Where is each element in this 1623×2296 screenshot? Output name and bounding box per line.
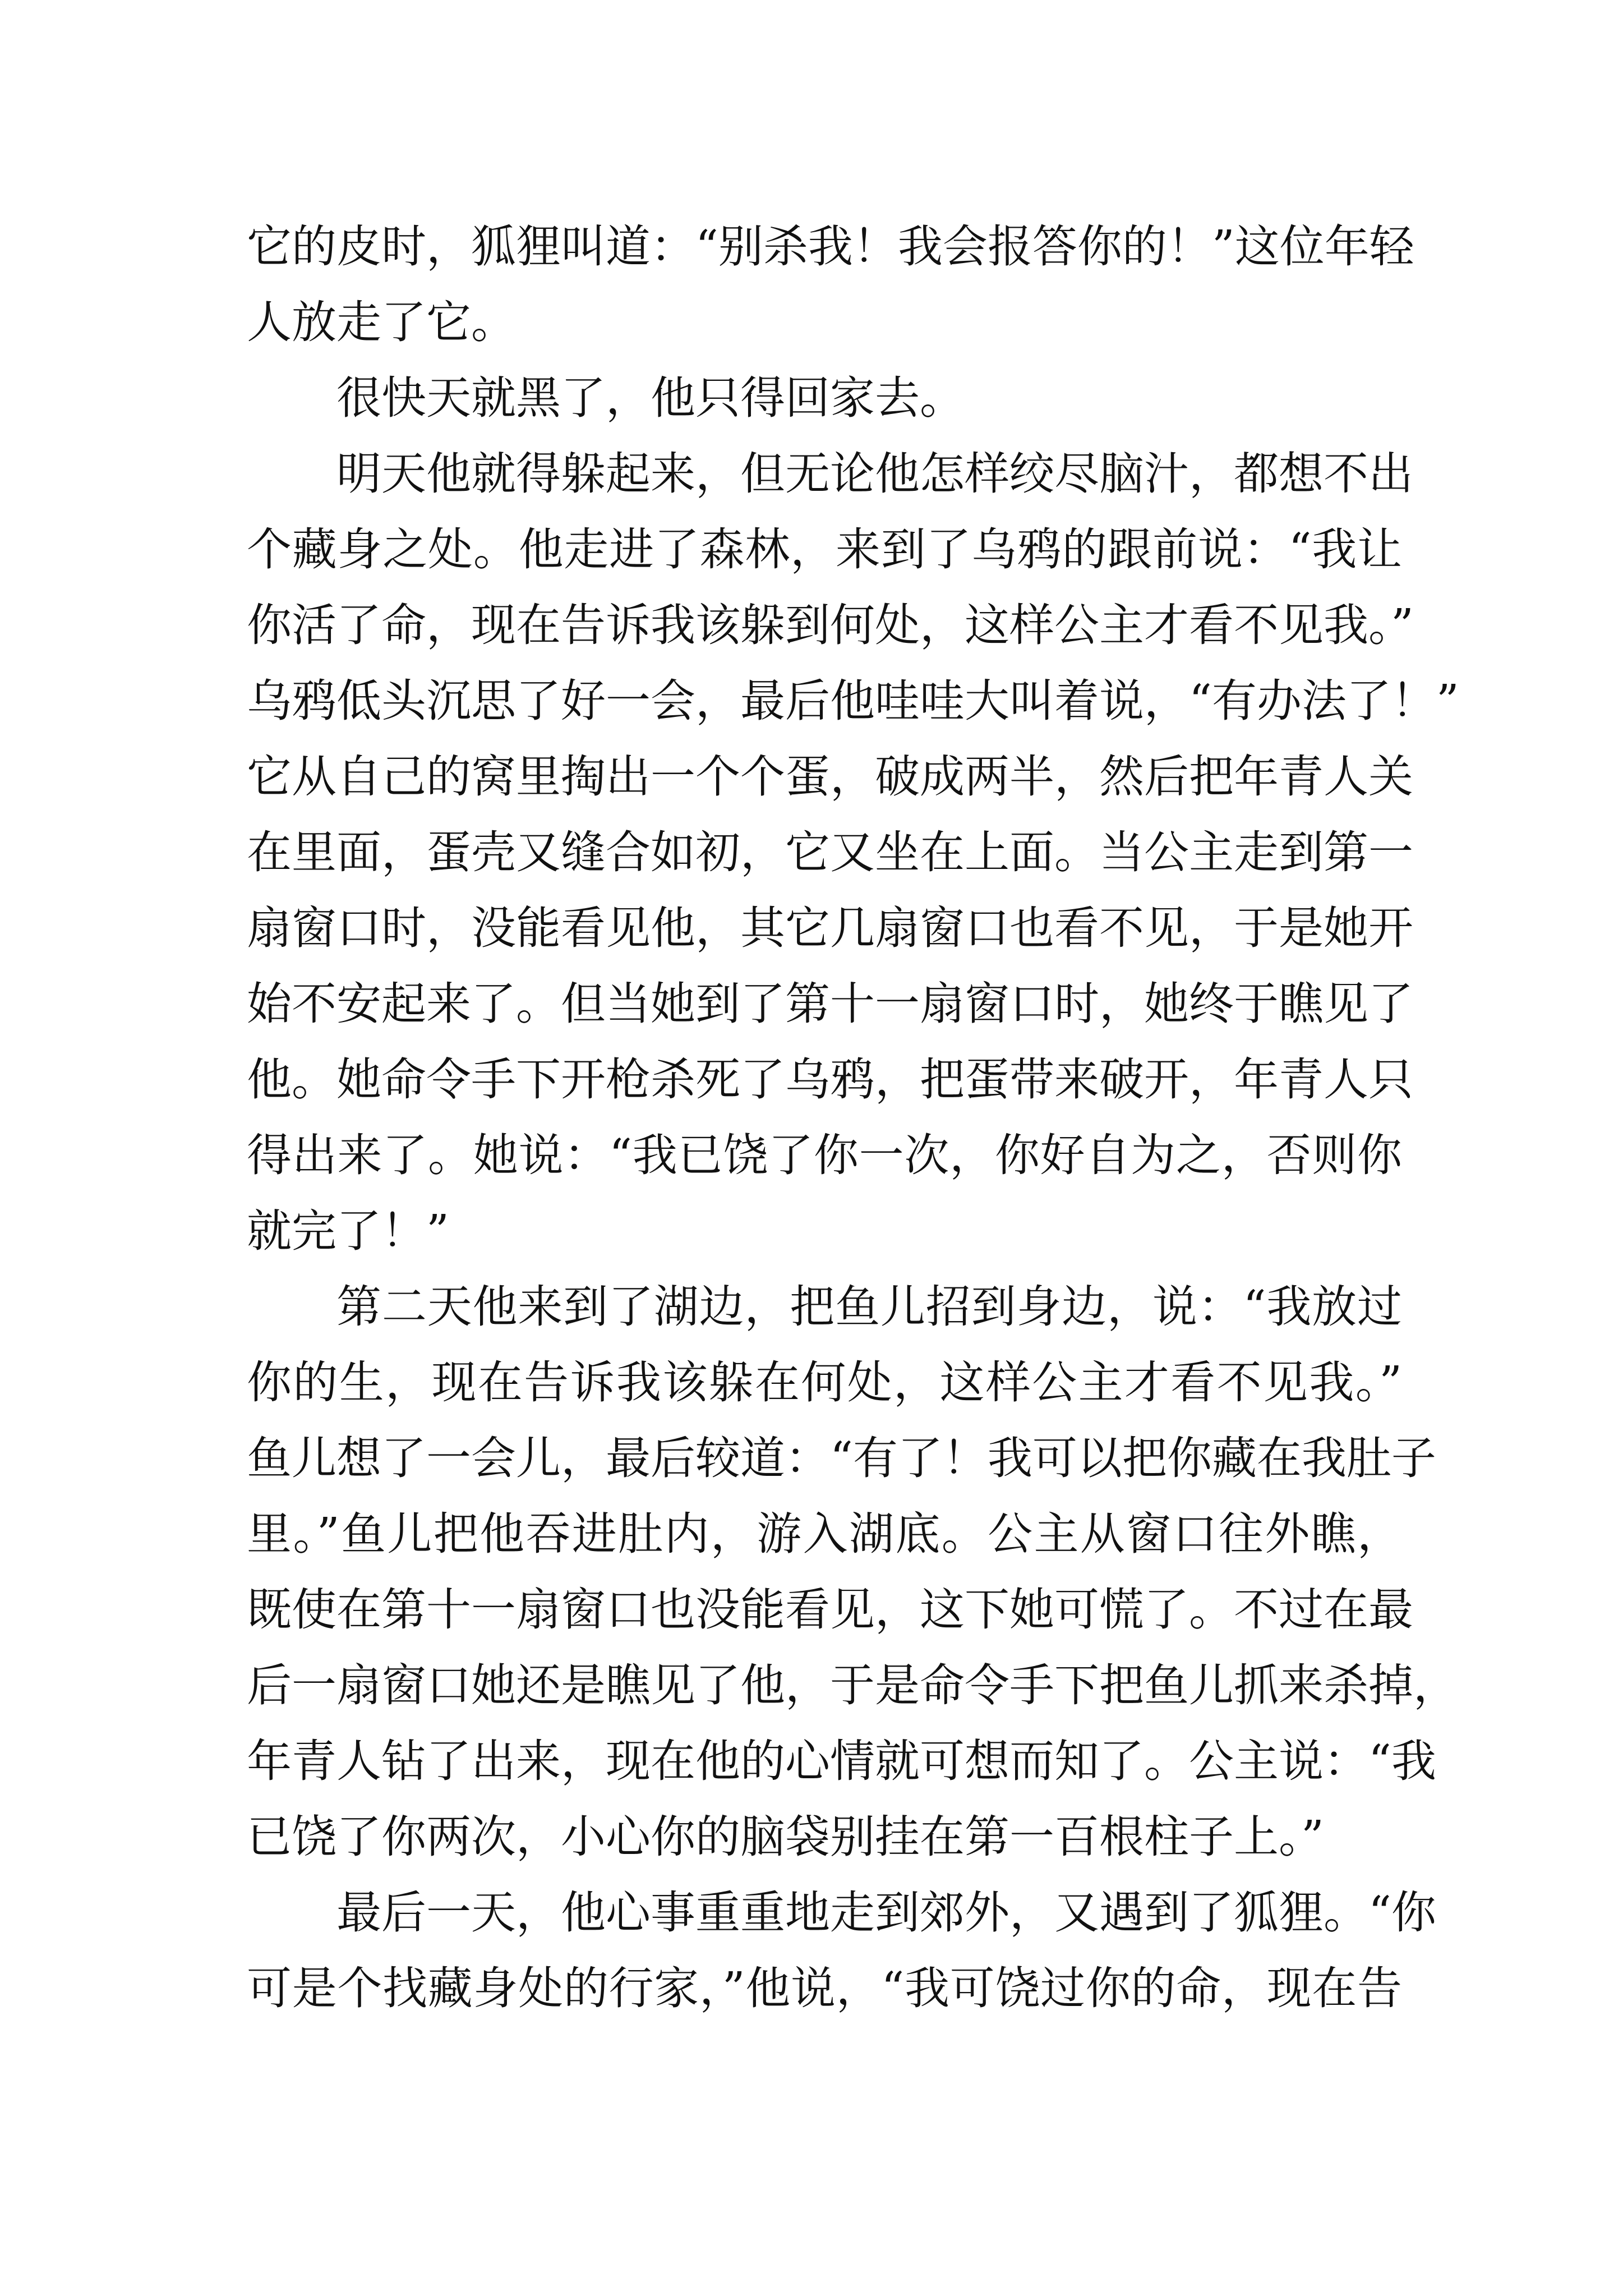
text-line-23: 最后一天，他心事重重地走到郊外，又遇到了狐狸。“你 [336, 1887, 1436, 1939]
text-line-13: 得出来了。她说：“我已饶了你一次，你好自为之，否则你 [247, 1129, 1402, 1181]
text-line-10: 扇窗口时，没能看见他，其它几扇窗口也看不见，于是她开 [247, 902, 1413, 954]
text-line-19: 既使在第十一扇窗口也没能看见，这下她可慌了。不过在最 [247, 1584, 1413, 1636]
text-line-18: 里。”鱼儿把他吞进肚内，游入湖底。公主从窗口往外瞧， [247, 1508, 1402, 1560]
text-line-12: 他。她命令手下开枪杀死了乌鸦，把蛋带来破开，年青人只 [247, 1053, 1413, 1106]
text-line-5: 个藏身之处。他走进了森林，来到了乌鸦的跟前说：“我让 [247, 523, 1402, 576]
text-line-14: 就完了！” [247, 1205, 449, 1257]
text-line-1: 它的皮时，狐狸叫道：“别杀我！我会报答你的！”这位年轻 [247, 220, 1414, 273]
text-line-15: 第二天他来到了湖边，把鱼儿招到身边，说：“我放过 [336, 1281, 1402, 1333]
text-line-24: 可是个找藏身处的行家，”他说，“我可饶过你的命，现在告 [247, 1962, 1402, 2014]
text-line-17: 鱼儿想了一会儿，最后较道：“有了！我可以把你藏在我肚子 [247, 1432, 1436, 1484]
text-line-20: 后一扇窗口她还是瞧见了他，于是命令手下把鱼儿抓来杀掉， [247, 1659, 1458, 1711]
text-line-22: 已饶了你两次，小心你的脑袋别挂在第一百根柱子上。” [247, 1811, 1324, 1863]
text-line-6: 你活了命，现在告诉我该躲到何处，这样公主才看不见我。” [247, 599, 1414, 651]
text-line-7: 乌鸦低头沉思了好一会，最后他哇哇大叫着说，“有办法了！” [247, 675, 1459, 727]
text-line-16: 你的生，现在告诉我该躲在何处，这样公主才看不见我。” [247, 1356, 1402, 1409]
text-line-21: 年青人钻了出来，现在他的心情就可想而知了。公主说：“我 [247, 1735, 1436, 1787]
text-line-8: 它从自己的窝里掏出一个个蛋，破成两半，然后把年青人关 [247, 751, 1413, 803]
text-line-9: 在里面，蛋壳又缝合如初，它又坐在上面。当公主走到第一 [247, 826, 1413, 878]
text-line-2: 人放走了它。 [247, 296, 516, 348]
text-line-11: 始不安起来了。但当她到了第十一扇窗口时，她终于瞧见了 [247, 978, 1413, 1030]
text-line-3: 很快天就黑了，他只得回家去。 [336, 372, 965, 424]
text-line-4: 明天他就得躲起来，但无论他怎样绞尽脑汁，都想不出 [336, 448, 1413, 500]
